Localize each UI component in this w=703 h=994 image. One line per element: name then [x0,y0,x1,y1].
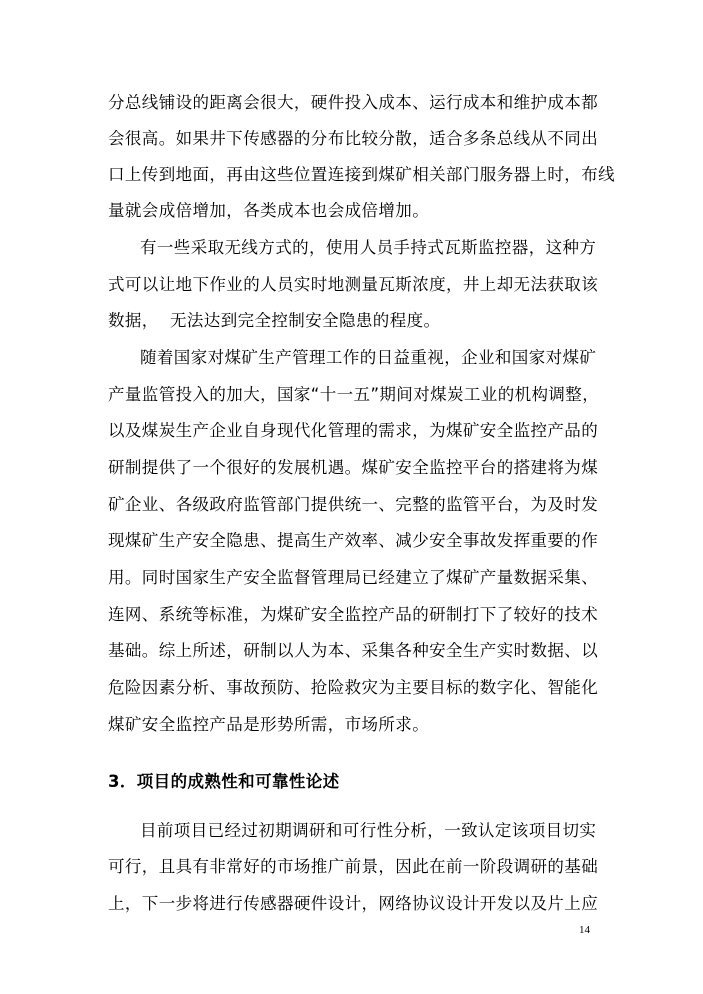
text-line: 分总线铺设的距离会很大，硬件投入成本、运行成本和维护成本都 [108,93,599,112]
text-line: 上，下一步将进行传感器硬件设计，网络协议设计开发以及片上应 [108,894,599,913]
text-line: 可行，且具有非常好的市场推广前景，因此在前一阶段调研的基础 [108,857,599,876]
text-line: 会很高。如果井下传感器的分布比较分散，适合多条总线从不同出 [108,129,599,148]
text-line: 研制提供了一个很好的发展机遇。煤矿安全监控平台的搭建将为煤 [108,458,599,477]
text-line: 有一些采取无线方式的，使用人员手持式瓦斯监控器，这种方 [140,238,597,257]
text-line: 基础。综上所述，研制以人为本、采集各种安全生产实时数据、以 [108,641,599,660]
text-line: 量就会成倍增加，各类成本也会成倍增加。 [108,201,430,220]
text-line: 现煤矿生产安全隐患、提高生产效率、减少安全事故发挥重要的作 [108,531,599,550]
text-line: 矿企业、各级政府监管部门提供统一、完整的监管平台，为及时发 [108,495,599,514]
text-line: 目前项目已经过初期调研和可行性分析，一致认定该项目切实 [140,821,597,840]
text-line: 危险因素分析、事故预防、抢险救灾为主要目标的数字化、智能化 [108,678,599,697]
text-line: 用。同时国家生产安全监督管理局已经建立了煤矿产量数据采集、 [108,568,599,587]
text-line: 式可以让地下作业的人员实时地测量瓦斯浓度，井上却无法获取该 [108,275,599,294]
section-heading: 3．项目的成熟性和可靠性论述 [108,772,340,791]
text-line: 煤矿安全监控产品是形势所需，市场所求。 [108,715,430,734]
text-line: 口上传到地面，再由这些位置连接到煤矿相关部门服务器上时，布线 [108,165,615,184]
text-line: 连网、系统等标准，为煤矿安全监控产品的研制打下了较好的技术 [108,605,599,624]
page-number: 14 [579,924,590,936]
text-line: 数据， 无法达到完全控制安全隐患的程度。 [108,311,441,330]
text-line: 随着国家对煤矿生产管理工作的日益重视，企业和国家对煤矿 [140,348,597,367]
text-line: 以及煤炭生产企业自身现代化管理的需求，为煤矿安全监控产品的 [108,421,599,440]
text-line: 产量监管投入的加大，国家“十一五”期间对煤炭工业的机构调整， [108,385,600,404]
